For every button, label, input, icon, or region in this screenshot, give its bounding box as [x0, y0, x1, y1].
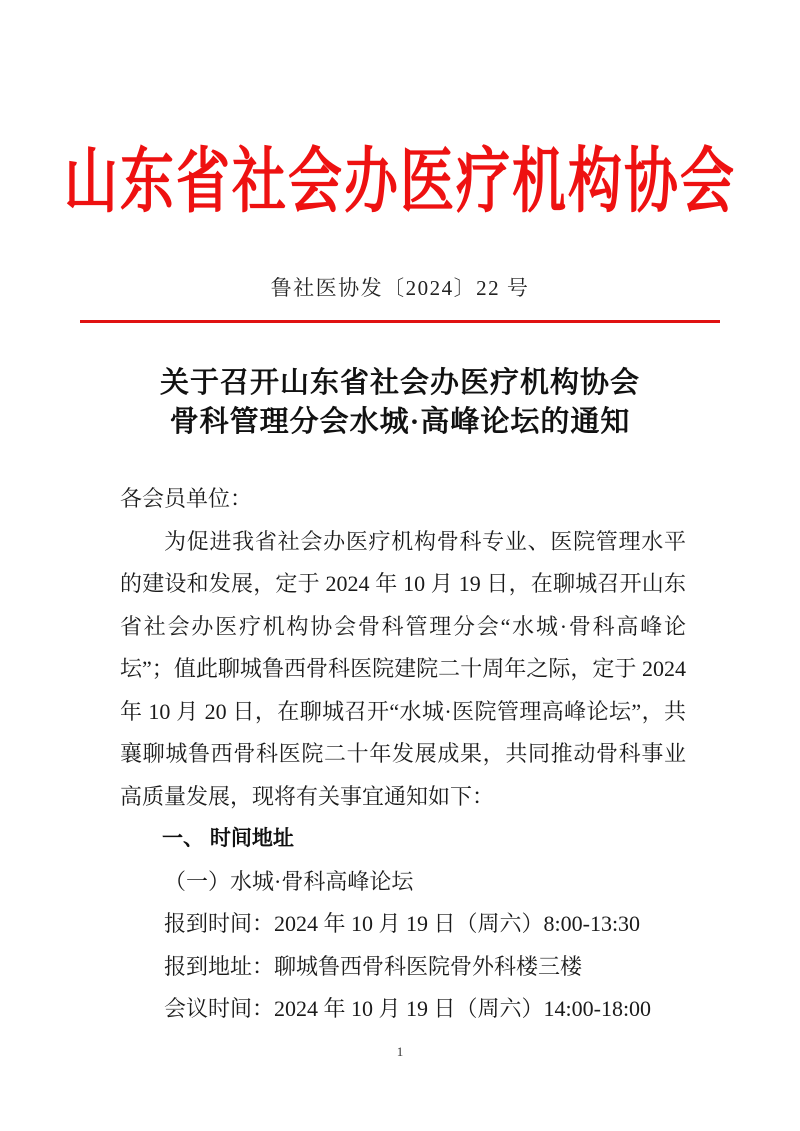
subsection-heading-forum: （一）水城·骨科高峰论坛 — [164, 868, 414, 894]
detail-line-checkin-time: 报到时间：2024 年 10 月 19 日（周六）8:00-13:30 — [164, 911, 641, 936]
detail-line-meeting-time: 会议时间：2024 年 10 月 19 日（周六）14:00-18:00 — [164, 996, 652, 1021]
org-title: 山东省社会办医疗机构协会 — [64, 142, 736, 222]
doc-title-line2: 骨科管理分会水城·高峰论坛的通知 — [169, 406, 631, 438]
section-heading-time-address: 一、 时间地址 — [162, 827, 294, 850]
page-number: 1 — [396, 1044, 404, 1059]
doc-title — [0, 364, 800, 442]
red-divider-line — [80, 320, 720, 323]
doc-number: 鲁社医协发〔2024〕22 号 — [270, 276, 530, 300]
doc-title-line1: 关于召开山东省社会办医疗机构协会 — [159, 367, 640, 399]
detail-line-checkin-address: 报到地址：聊城鲁西骨科医院骨外科楼三楼 — [164, 953, 583, 979]
intro-paragraph: 为促进我省社会办医疗机构骨科专业、医院管理水平的建设和发展，定于 2024 年 10 月 19 日，在聊城召开山东省社会办医疗机构协会骨科管理分会“水城·骨科高峰论坛”；值此聊城鲁西骨科医院建院二十周年之际，定于 2024 年 10 月 20 日，在聊城召开“水城·医院管理高峰论坛”，共襄聊城鲁西骨科医院二十年发展成果，共同推动骨科事业高质量发展，现将有关事宜通知如下： — [120, 528, 686, 809]
document-body — [120, 478, 686, 1031]
salutation: 各会员单位： — [120, 486, 253, 511]
